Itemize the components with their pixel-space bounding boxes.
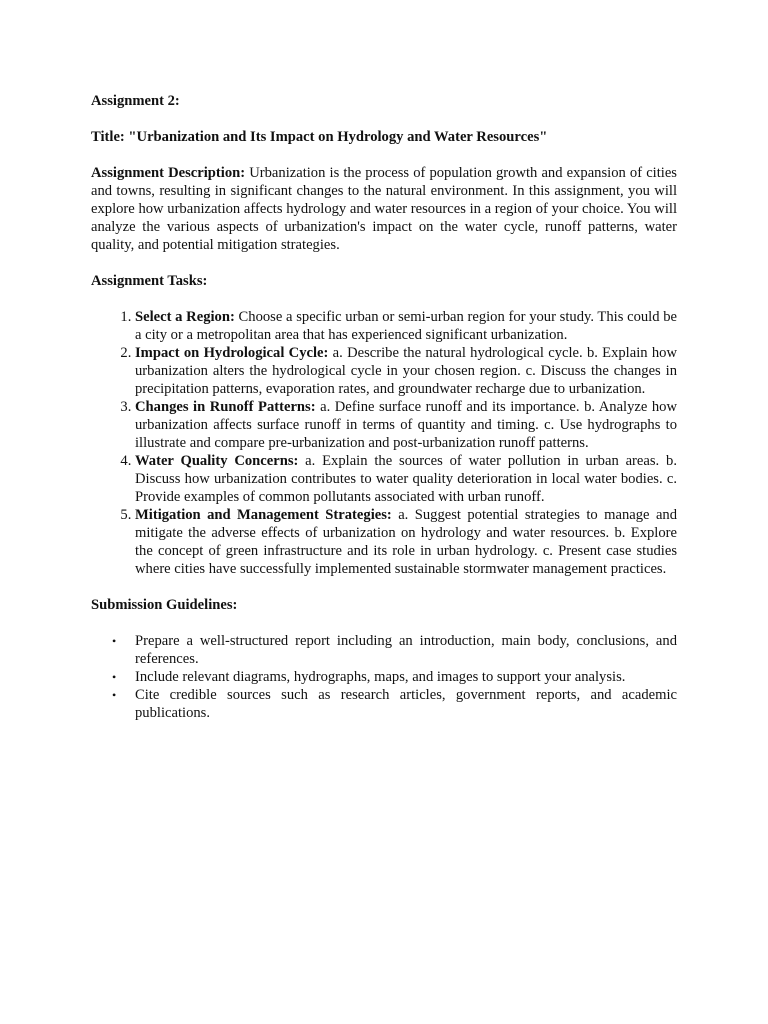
assignment-description [91, 164, 677, 254]
task-label: Mitigation and Management Strategies: [135, 507, 392, 523]
assignment-title: Title: "Urbanization and Its Impact on Hydrology and Water Resources" [91, 129, 548, 145]
description-label: Assignment Description: [91, 165, 246, 181]
task-text: a. Define surface runoff and its importance. b. Analyze how urbanization affects surface runoff in terms of quantity and timing. c. Use hydrographs to illustrate and compare pre-urbanization and post-urbanization runoff patterns. [135, 399, 678, 451]
bullet-icon: • [112, 688, 117, 702]
task-text: a. Suggest potential strategies to manage and mitigate the adverse effects of urbanization on hydrology and water resources. b. Explore the concept of green infrastructure and its role in urban hydrology. c. Present case studies where cities have successfully implemented sustainable stormwater management practices. [135, 507, 678, 577]
tasks-list [91, 308, 677, 578]
task-item [135, 506, 677, 578]
task-item [135, 308, 677, 344]
task-text: a. Describe the natural hydrological cycle. b. Explain how urbanization alters the hydrological cycle in your chosen region. c. Discuss the changes in precipitation patterns, evaporation rates, and groundwater recharge due to urbanization. [135, 345, 677, 397]
task-item [135, 452, 677, 506]
description-text: Urbanization is the process of population growth and expansion of cities and towns, resulting in significant changes to the natural environment. In this assignment, you will explore how urbanization affects hydrology and water resources in a region of your choice. You will analyze the various aspects of urbanization's impact on the water cycle, runoff patterns, water quality, and potential mitigation strategies. [91, 165, 677, 253]
guideline-text: Prepare a well-structured report including an introduction, main body, conclusions, and references. [135, 633, 677, 667]
task-item [135, 398, 677, 452]
guidelines-heading: Submission Guidelines: [91, 597, 238, 613]
guideline-text: Include relevant diagrams, hydrographs, maps, and images to support your analysis. [135, 669, 626, 685]
document-page [91, 92, 677, 722]
assignment-heading: Assignment 2: [91, 93, 180, 109]
guideline-item [112, 686, 677, 722]
task-item [135, 344, 677, 398]
task-label: Impact on Hydrological Cycle: [135, 345, 329, 361]
task-text: a. Explain the sources of water pollution in urban areas. b. Discuss how urbanization contributes to water quality deterioration in local water bodies. c. Provide examples of common pollutants associated with urban runoff. [135, 453, 677, 505]
guideline-text: Cite credible sources such as research articles, government reports, and academic publications. [135, 687, 677, 721]
task-label: Changes in Runoff Patterns: [135, 399, 316, 415]
task-label: Water Quality Concerns: [135, 453, 299, 469]
guideline-item [112, 632, 677, 668]
task-text: Choose a specific urban or semi-urban region for your study. This could be a city or a metropolitan area that has experienced significant urbanization. [135, 309, 677, 343]
guideline-item [112, 668, 677, 686]
tasks-heading: Assignment Tasks: [91, 273, 208, 289]
bullet-icon: • [112, 634, 117, 648]
guidelines-list [91, 632, 677, 722]
task-label: Select a Region: [135, 309, 235, 325]
bullet-icon: • [112, 670, 117, 684]
